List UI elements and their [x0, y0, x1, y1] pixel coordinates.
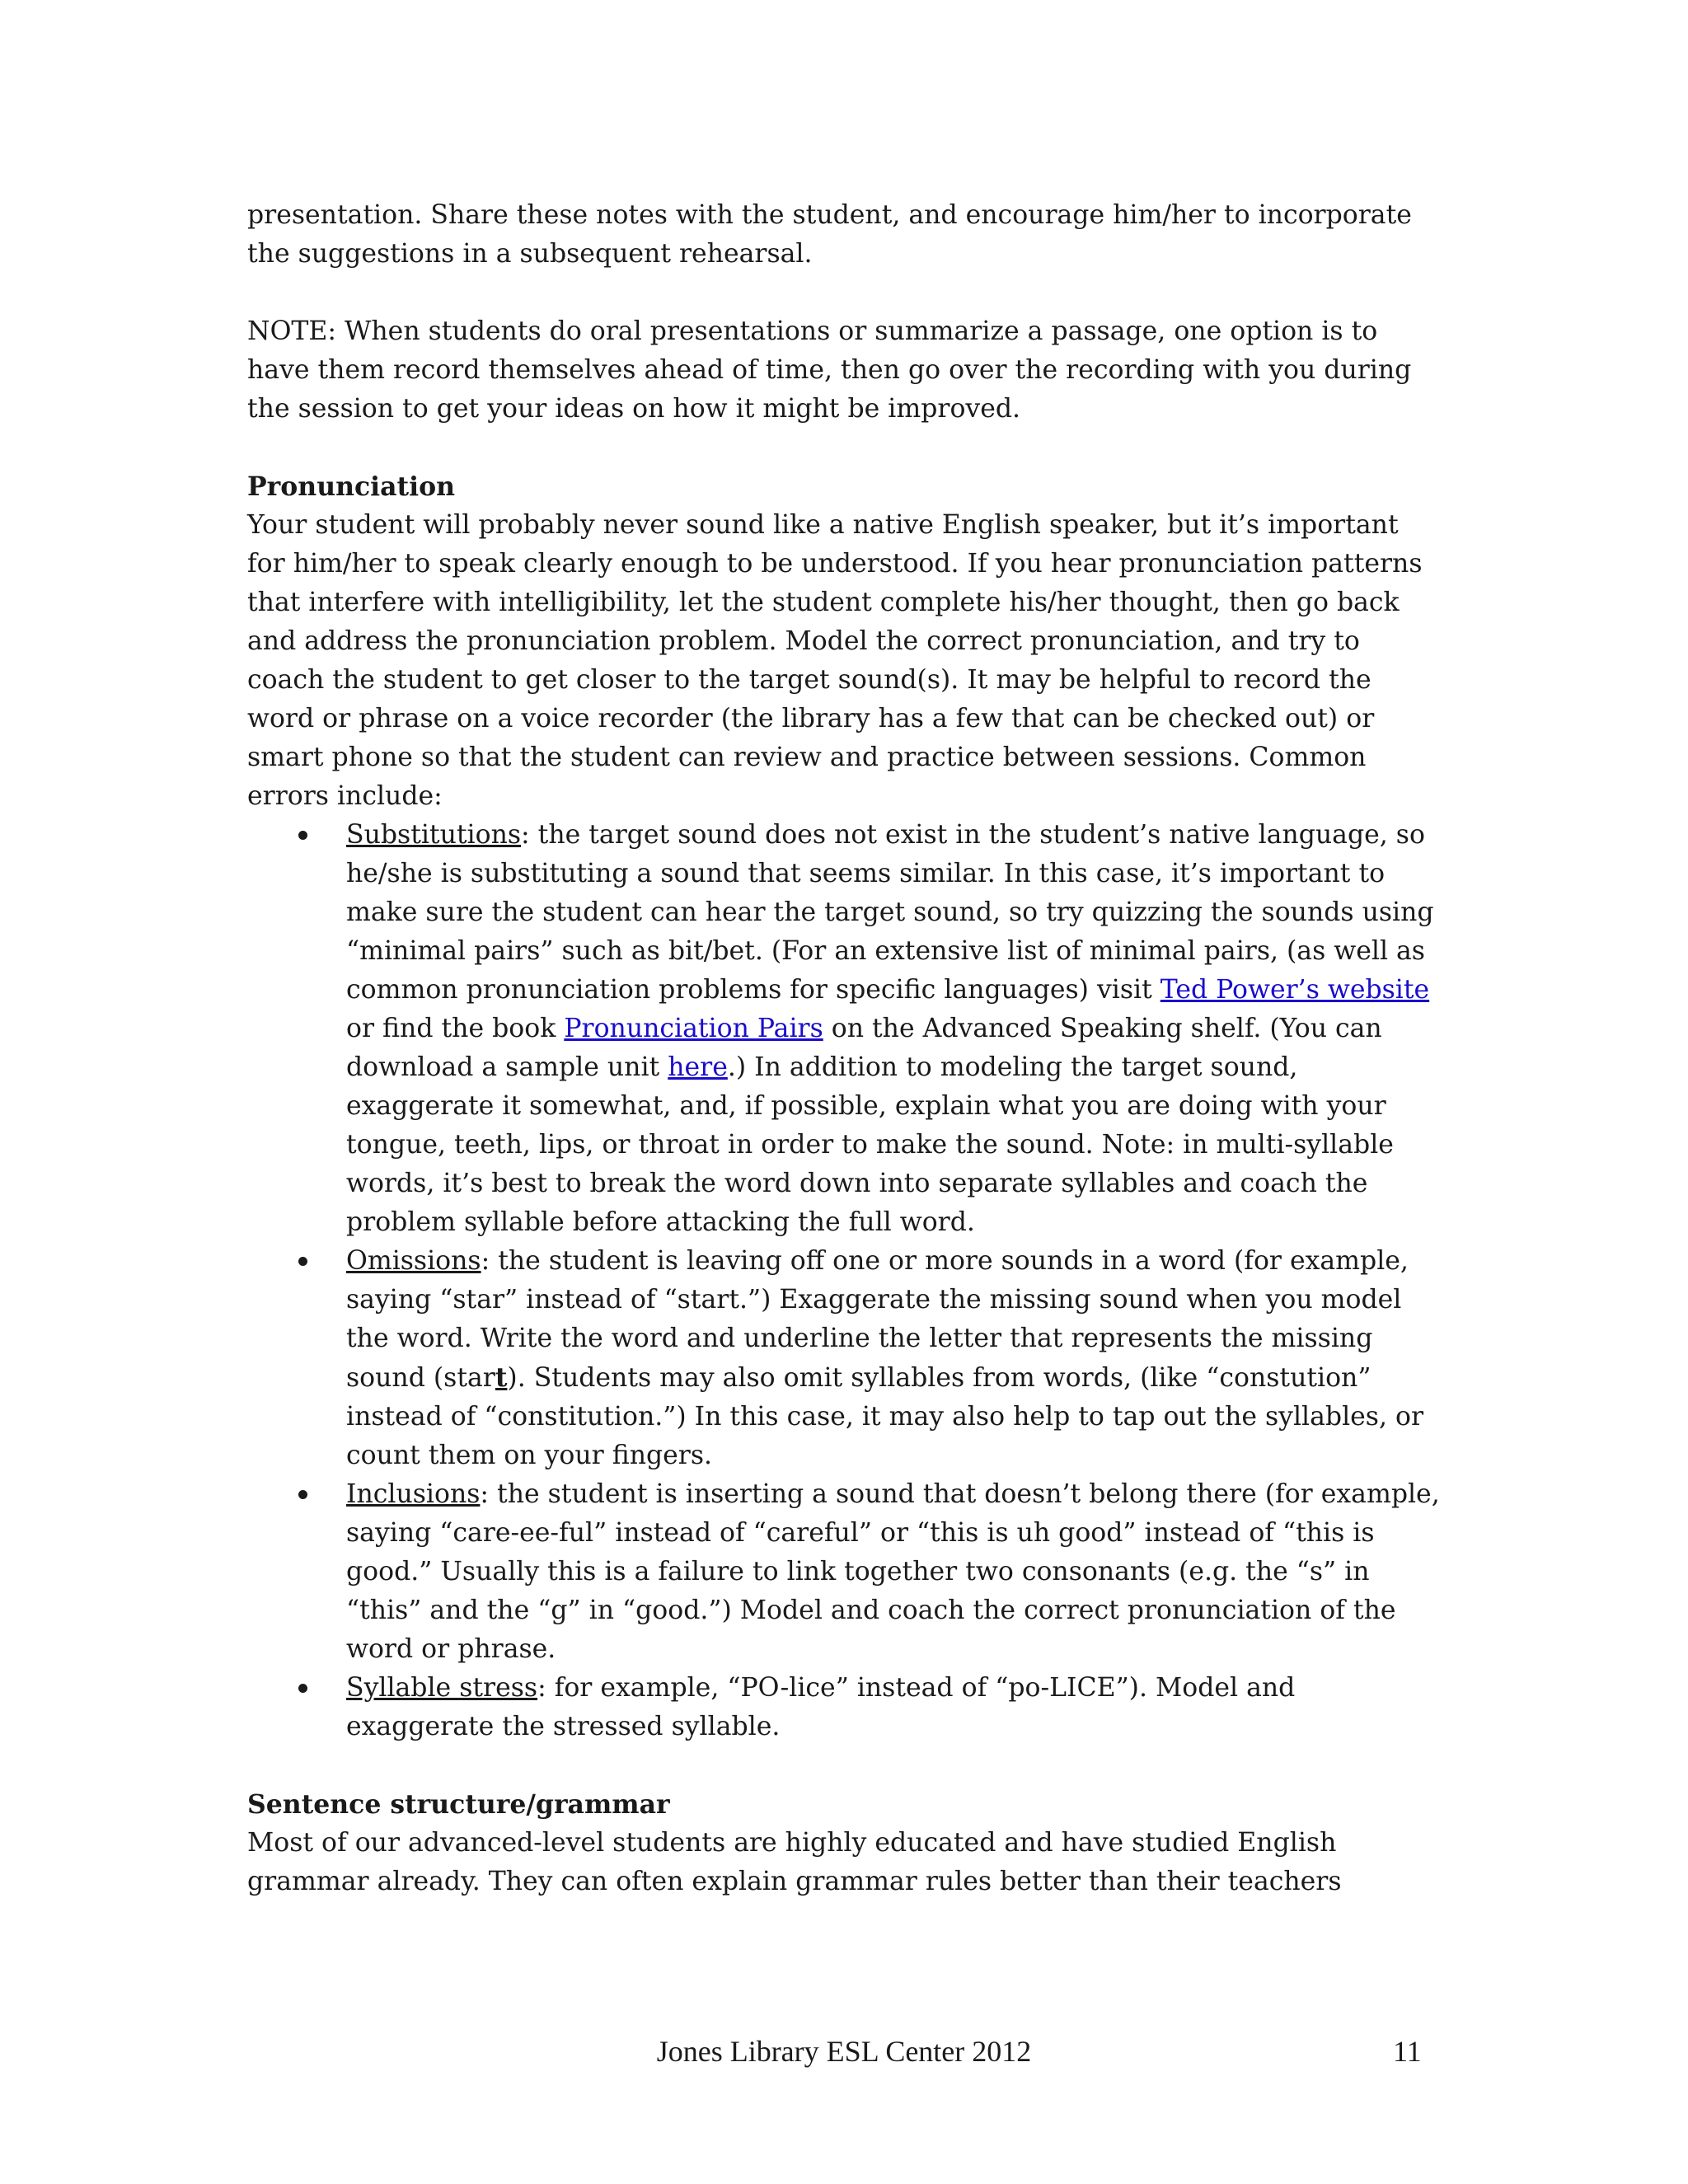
bullet-icon [298, 1257, 307, 1266]
spacer [247, 1746, 1442, 1785]
grammar-heading: Sentence structure/grammar [247, 1789, 670, 1820]
ted-power-website-link[interactable]: Ted Power’s website [1160, 975, 1430, 1005]
sample-unit-here-link[interactable]: here [668, 1052, 728, 1082]
common-errors-list [247, 816, 1442, 1746]
pronunciation-heading: Pronunciation [247, 471, 455, 502]
term-inclusions: Inclusions [346, 1479, 481, 1509]
page-content [247, 196, 1442, 1901]
item-text: : the target sound does not exist in the student’s native language, so he/she is substituting a sound that seems similar. In this case, it’s important to make sure the student can hear the target sound, so try quizzing the sounds using “minimal pairs” such as bit/bet. (For an extensive list of minimal pairs, (as well as common pronunciation problems for specific languages) visit [346, 820, 1434, 1005]
item-text: ). Students may also omit syllables from words, (like “constution” instead of “constitution.”) In this case, it may also help to tap out the syllables, or count them on your fingers. [346, 1363, 1424, 1470]
item-text: on the Advanced Speaking shelf. (You can download a sample unit [346, 1014, 1382, 1082]
emphasized-letter: t [495, 1362, 508, 1393]
pronunciation-pairs-link[interactable]: Pronunciation Pairs [564, 1014, 823, 1043]
bullet-icon [298, 1684, 307, 1693]
bullet-icon [298, 1490, 307, 1499]
grammar-body: Most of our advanced-level students are highly educated and have studied English grammar already. They can often explain grammar rules better than their teachers [247, 1828, 1342, 1896]
term-substitutions: Substitutions [346, 820, 522, 850]
term-syllable-stress: Syllable stress [346, 1673, 538, 1703]
page-number: 11 [1393, 2035, 1422, 2068]
term-omissions: Omissions [346, 1246, 481, 1276]
list-item-inclusions [247, 1475, 1442, 1669]
intro-paragraph-2: NOTE: When students do oral presentations or summarize a passage, one option is to have them record themselves ahead of time, then go over the recording with you during the session to get your ideas on how it might be improved. [247, 316, 1412, 424]
item-text: : the student is leaving off one or more sounds in a word (for example, saying “star” instead of “start.”) Exaggerate the missing sound when you model the word. Write the word and underline the letter that represents the missing sound (star [346, 1246, 1409, 1393]
list-item-syllable-stress [247, 1669, 1442, 1746]
footer-title: Jones Library ESL Center 2012 [656, 2035, 1032, 2068]
bullet-icon [298, 831, 307, 840]
list-item-omissions [247, 1242, 1442, 1475]
intro-paragraph-1: presentation. Share these notes with the student, and encourage him/her to incorporate the suggestions in a subsequent rehearsal. [247, 200, 1412, 269]
item-text: : for example, “PO-lice” instead of “po-LICE”). Model and exaggerate the stressed syllable. [346, 1673, 1296, 1741]
list-item-substitutions [247, 816, 1442, 1242]
pronunciation-body: Your student will probably never sound like a native English speaker, but it’s important for him/her to speak clearly enough to be understood. If you hear pronunciation patterns that interfere with intelligibility, let the student complete his/her thought, then go back and address the pronunciation problem. Model the correct pronunciation, and try to coach the student to get closer to the target sound(s). It may be helpful to record the word or phrase on a voice recorder (the library has a few that can be checked out) or smart phone so that the student can review and practice between sessions. Common errors include: [247, 510, 1423, 811]
item-text: or find the book [346, 1014, 565, 1043]
item-text: : the student is inserting a sound that doesn’t belong there (for example, saying “care-ee-ful” instead of “careful” or “this is uh good” instead of “this is good.” Usually this is a failure to link together two consonants (e.g. the “s” in “this” and the “g” in “good.”) Model and coach the correct pronunciation of the word or phrase. [346, 1479, 1440, 1664]
spacer [247, 274, 1442, 312]
spacer [247, 429, 1442, 467]
item-text: .) In addition to modeling the target sound, exaggerate it somewhat, and, if possible, explain what you are doing with your tongue, teeth, lips, or throat in order to make the sound. Note: in multi-syllable words, it’s best to break the word down into separate syllables and coach the problem syllable before attacking the full word. [346, 1052, 1394, 1237]
